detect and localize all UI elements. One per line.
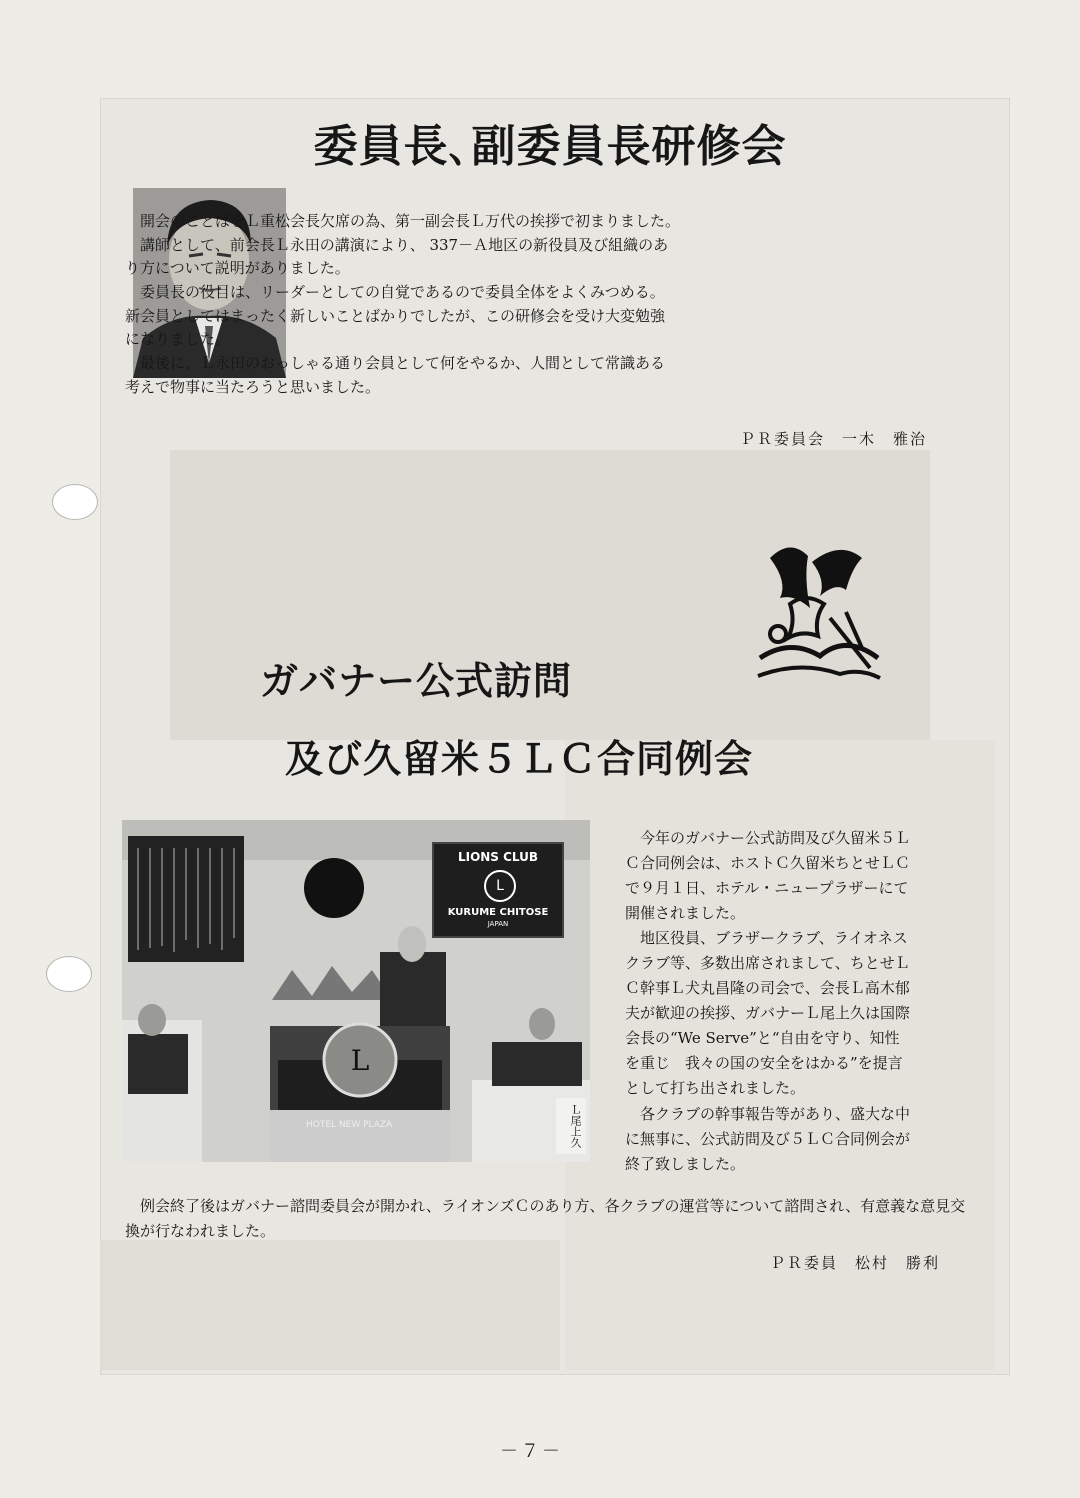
page-number: －７－	[500, 1441, 563, 1462]
article1-line: 考えで物事に当たろうと思いました。	[125, 377, 381, 396]
article2-line: 夫が歓迎の挨拶、ガバナーＬ尾上久は国際	[625, 1004, 911, 1023]
article2-line: に無事に、公式訪問及び５ＬＣ合同例会が	[625, 1129, 911, 1148]
article2-signature: ＰＲ委員 松村 勝利	[770, 1254, 941, 1272]
article2-line: として打ち出されました。	[625, 1079, 806, 1098]
article1-line: 委員長の役目は、リーダーとしての自覚であるので委員全体をよくみつめる。	[140, 283, 665, 302]
article1-line: 講師として、前会長Ｌ永田の講演により、 337－Ａ地区の新役員及び組織のあ	[140, 235, 669, 254]
article2-line: 各クラブの幹事報告等があり、盛大な中	[640, 1104, 911, 1123]
event-photo	[122, 820, 590, 1162]
article1-line: り方について説明がありました。	[125, 259, 350, 278]
lions-emblem-icon: L	[484, 870, 516, 902]
article1-line: 開会のことばをＬ重松会長欠席の為、第一副会長Ｌ万代の挨拶で初まりました。	[140, 212, 681, 230]
svg-text:L: L	[350, 1044, 370, 1077]
article2-line: 今年のガバナー公式訪問及び久留米５Ｌ	[640, 829, 911, 847]
speaker-name-card: Ｌ尾上久	[556, 1098, 586, 1154]
article2-line: 終了致しました。	[625, 1154, 746, 1173]
article2-line: を重じ 我々の国の安全をはかる”を提言	[625, 1054, 903, 1073]
banner-title: LIONS CLUB	[457, 850, 539, 864]
article2-line: 会長の“We Serve”と“自由を守り、知性	[625, 1029, 900, 1048]
banner-club-name: KURUME CHITOSE	[447, 907, 549, 918]
article2-line: Ｃ合同例会は、ホストＣ久留米ちとせＬＣ	[625, 854, 911, 873]
article2-title-line2: 及び久留米５ＬＣ合同例会	[285, 737, 754, 781]
article1-line: 新会員としてはまったく新しいことばかりでしたが、この研修会を受け大変勉強	[125, 306, 666, 325]
article1-signature: ＰＲ委員会 一木 雅治	[740, 430, 928, 448]
binder-hole	[52, 484, 98, 520]
article2-title-line1: ガバナー公式訪問	[260, 659, 573, 703]
calligraphy-emblem	[750, 538, 885, 688]
article1-title: 委員長､副委員長研修会	[313, 121, 787, 172]
article1-line: 最後に、Ｌ永田のおっしゃる通り会員として何をやるか、人間として常識ある	[140, 354, 666, 373]
podium-sign: HOTEL NEW PLAZA	[306, 1120, 393, 1130]
binder-hole	[46, 956, 92, 992]
article2-line: で９月１日、ホテル・ニュープラザーにて	[625, 879, 909, 898]
article1-body	[125, 210, 975, 400]
bleed-through-block	[100, 1240, 560, 1370]
article2-line: Ｃ幹事Ｌ犬丸昌隆の司会で、会長Ｌ高木郁	[625, 979, 910, 998]
article2-line: クラブ等、多数出席されまして、ちとせＬ	[625, 954, 910, 973]
article2-bottom-paragraph: 例会終了後はガバナー諮問委員会が開かれ、ライオンズＣのあり方、各クラブの運営等について諮問され、有意義な意見交換が行なわれました。	[125, 1197, 966, 1241]
article2-line: 地区役員、ブラザークラブ、ライオネス	[640, 929, 908, 948]
article2-side-body	[625, 826, 970, 1177]
banner-country: JAPAN	[487, 920, 509, 928]
lions-club-banner	[432, 842, 564, 938]
article1-line: になりました。	[125, 330, 231, 349]
article2-line: 開催されました。	[625, 904, 746, 923]
